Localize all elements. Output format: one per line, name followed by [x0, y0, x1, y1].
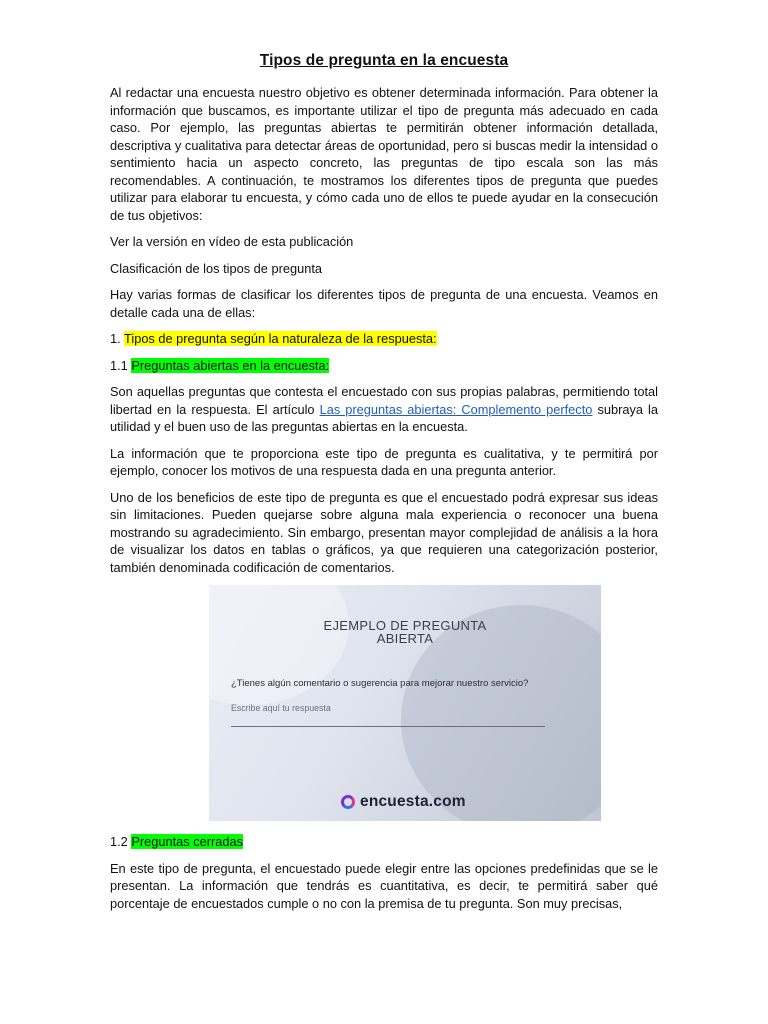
figure-title-line2: ABIERTA — [376, 631, 434, 646]
closed-questions-paragraph: En este tipo de pregunta, el encuestado puede elegir entre las opciones predefinidas que se le presentan. La información que tendrás es cuantitativa, es decir, te permitirá saber qué porcentaje de encuestados cumple o no con la premisa de tu pregunta. Son muy precisas, — [110, 860, 658, 911]
classification-paragraph: Hay varias formas de clasificar los diferentes tipos de pregunta de una encuesta. Veamos en detalle cada una de ellas: — [110, 287, 658, 320]
open-questions-paragraph — [110, 383, 658, 436]
page-title: Tipos de pregunta en la encuesta — [259, 52, 509, 69]
open-questions-text-before: Son aquellas preguntas que contesta el encuestado con sus propias palabras, permitiendo total libertad en la respuesta. El artículo — [110, 384, 658, 417]
article-link[interactable]: Las preguntas abiertas: Complemento perfecto — [319, 401, 593, 417]
figure-question: ¿Tienes algún comentario o sugerencia para mejorar nuestro servicio? — [231, 678, 529, 689]
section-1-number: 1. — [110, 331, 121, 346]
section-1-2-title: Preguntas cerradas — [131, 834, 244, 849]
figure-placeholder: Escribe aquí tu respuesta — [231, 703, 331, 713]
qualitative-paragraph: La información que te proporciona este tipo de pregunta es cualitativa, y te permitirá por ejemplo, conocer los motivos de una respuesta dada en una pregunta anterior. — [110, 445, 658, 478]
document-content — [110, 52, 658, 921]
example-open-question-image — [209, 585, 601, 821]
figure-logo — [341, 793, 466, 811]
section-1-title: Tipos de pregunta según la naturaleza de la respuesta: — [124, 331, 437, 346]
video-link-text: Ver la versión en vídeo de esta publicación — [110, 234, 354, 249]
section-1-2-heading — [110, 833, 658, 851]
logo-ring-icon — [341, 795, 355, 809]
figure-title-line1: EJEMPLO DE PREGUNTA — [323, 618, 487, 633]
figure-title — [209, 619, 601, 645]
section-1-1-title: Preguntas abiertas en la encuesta: — [131, 357, 330, 373]
section-1-2-number: 1.2 — [110, 834, 128, 849]
classification-heading: Clasificación de los tipos de pregunta — [110, 260, 322, 276]
logo-text: encuesta.com — [360, 793, 466, 810]
section-1-heading — [110, 330, 658, 348]
section-1-1-heading — [110, 357, 658, 375]
section-1-1-number: 1.1 — [110, 357, 128, 373]
open-questions-text-after: subraya la utilidad y el buen uso de las preguntas abiertas en la encuesta. — [110, 401, 658, 434]
figure-answer-line — [231, 726, 545, 727]
intro-paragraph: Al redactar una encuesta nuestro objetivo es obtener determinada información. Para obtener la información que buscamos, es importante utilizar el tipo de pregunta más adecuado en cada caso. Por ejemplo, las preguntas abiertas te permitirán obtener información detallada, descriptiva y cualitativa para detectar áreas de oportunidad, pero si buscas medir la intensidad o sentimiento hacia un aspecto concreto, las preguntas de tipo escala son las más recomendables. A continuación, te mostramos los diferentes tipos de pregunta que puedes utilizar para elaborar tu encuesta, y cómo cada uno de ellos te puede ayudar en la consecución de tus objetivos: — [110, 85, 658, 223]
benefits-paragraph: Uno de los beneficios de este tipo de pregunta es que el encuestado podrá expresar sus ideas sin limitaciones. Pueden quejarse sobre alguna mala experiencia o reconocer una buena mostrando su agradecimiento. Sin embargo, presentan mayor complejidad de análisis a la hora de visualizar los datos en tablas o gráficos, ya que requieren una categorización posterior, también denominada codificación de comentarios. — [110, 489, 658, 575]
